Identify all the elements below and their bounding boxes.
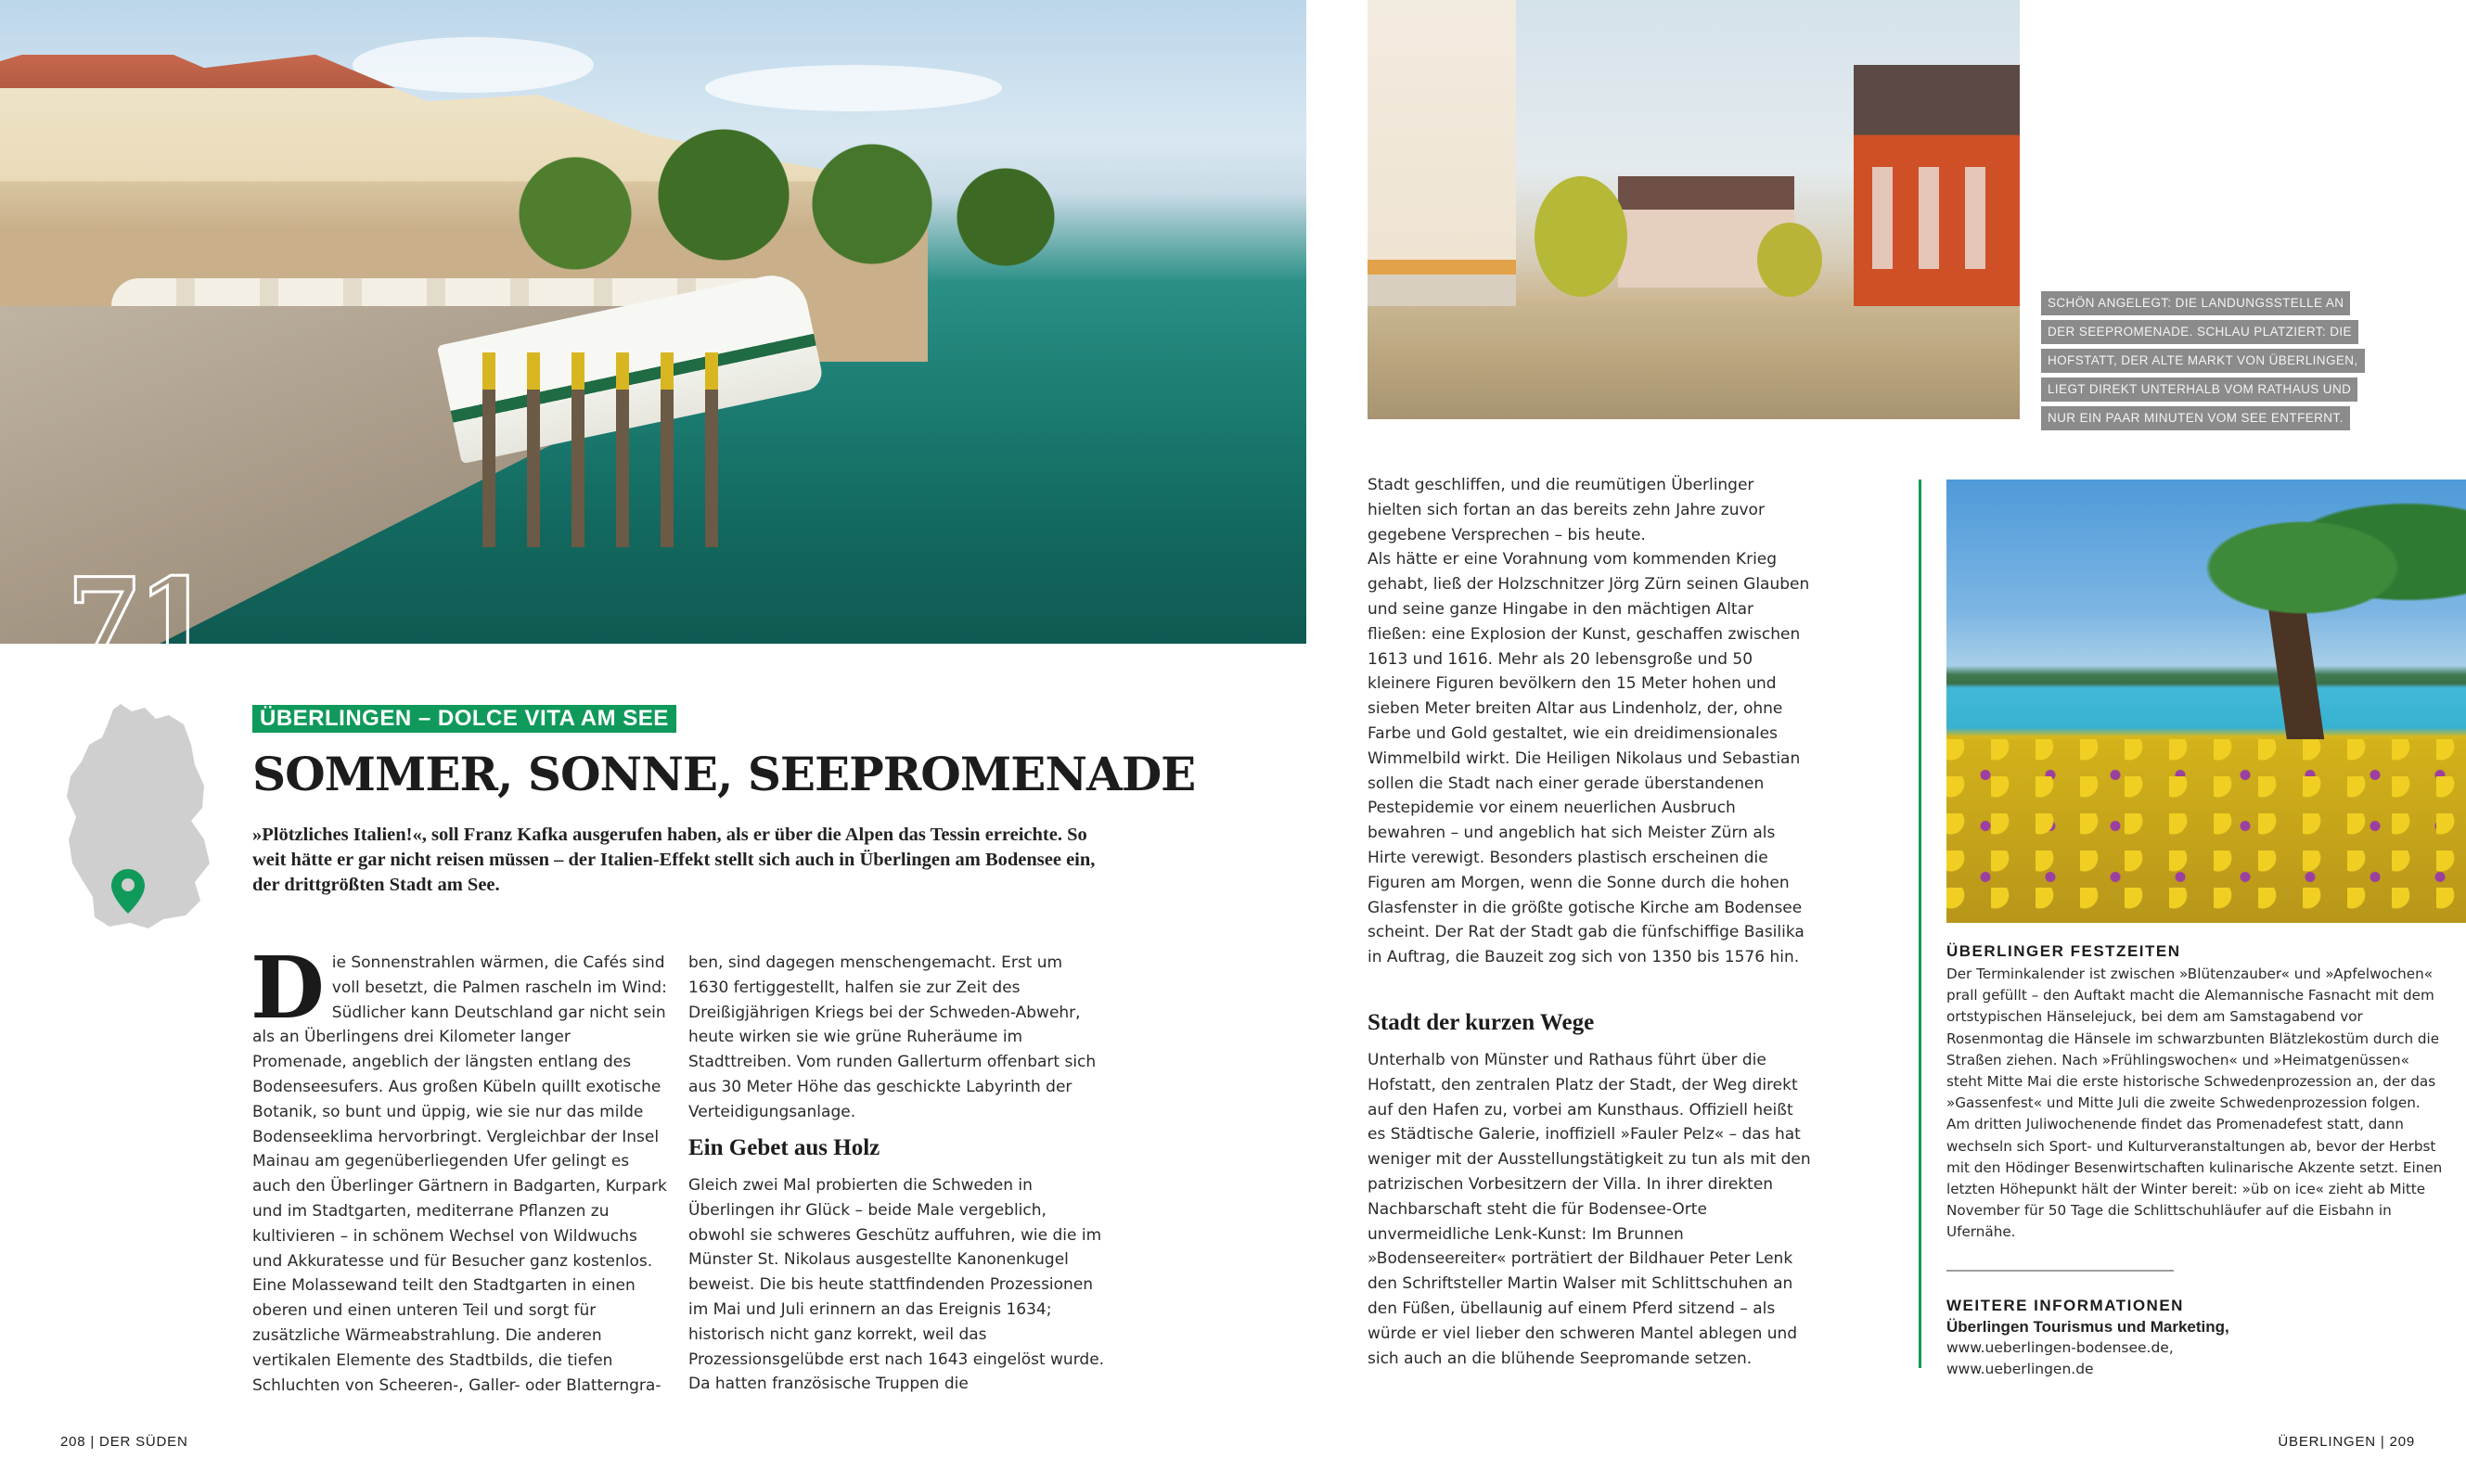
cloud [353, 37, 594, 93]
body-text: ie Sonnenstrahlen wärmen, die Cafés sind voll besetzt, die Palmen rascheln im Wind: Südlicher kann Deutschland gar nicht sein als an Überlingens drei Kilometer langer Promenade, angeblich der längsten entlang des Bodenseesufers. Aus großen Kübeln quillt exotische Botanik, so bunt und üppig, wie sie nur das milde Bodenseeklima hervorbringt. Vergleichbar der Insel Mainau am gegenüberliegenden Ufer gelingt es auch den Überlinger Gärtnern in Badgarten, Kurpark und im Stadtgarten, mediterrane Pflanzen zu kultivieren – in schönem Wechsel von Wildwuchs und Akkuratesse und für Besucher ganz kostenlos. Eine Molassewand teilt den Stadtgarten in einen oberen und einen unteren Teil und sorgt für zusätzliche Wärmeabstrahlung. Die anderen vertikalen Elemente des Stadtbilds, die tiefen Schluchten von Scheeren-, Galler- oder Blatterngra- [252, 953, 667, 1395]
sidebar-rule [1946, 1270, 2174, 1272]
sidebar-divider [1919, 480, 1921, 1368]
sidebar-body: Der Terminkalender ist zwischen »Blütenzauber« und »Apfelwochen« prall gefüllt – den Auftakt macht die Alemannische Fasnacht mit dem ortstypischen Hänselejuck, bei dem am Samstagabend vor Rosenmontag die Hänsele im schwarzbunten Blätzlekostüm durch die Straßen ziehen. Nach »Frühlingswochen« und »Heimatgenüssen« steht Mitte Mai die erste historische Schwedenprozession an, der das »Gassenfest« und Mitte Juli die zweite Schwedenprozession folgen. Am dritten Juliwochenende findet das Promenadefest statt, dann wechseln sich Sport- und Kulturveranstaltungen ab, bevor der Herbst mit den Hödinger Besenwirtschaften kulinarische Akzente setzt. Einen letzten Höhepunkt hält der Winter bereit: »üb on ice« zieht ab Mitte November für 50 Tage die Schlittschuhläufer auf die Eisbahn in Ufernähe. [1946, 966, 2443, 1241]
body-text: Als hätte er eine Vorahnung vom kommenden Krieg gehabt, ließ der Holzschnitzer Jörg Zürn seinen Glauben und seine ganze Hingabe in den mächtigen Altar fließen: eine Explosion der Kunst, geschaffen zwischen 1613 und 1616. Mehr als 20 lebensgroße und 50 kleinere Figuren bevölkern den 15 Meter hohen und sieben Meter breiten Altar aus Lindenholz, der, ohne Farbe und Gold gestaltet, wie ein dreidimensionales Wimmelbild wirkt. Die Heiligen Nikolaus und Sebastian sollen die Stadt nach einer gerade überstandenen Pestepidemie vor einem neuerlichen Ausbruch bewahren – und angeblich hat sich Meister Zürn als Hirte verewigt. Besonders plastisch erscheinen die Figuren am Morgen, wenn die Sonne durch die hohen Glasfenster in die größte gotische Kirche am Bodensee scheint. Der Rat der Stadt gab die fünfschiffige Basilika in Auftrag, die Bauzeit zog sich von 1350 bis 1576 hin. [1368, 550, 1810, 967]
body-column-1 [250, 938, 670, 1398]
mooring-post-caps [482, 352, 724, 390]
info-sidebar [1946, 941, 2447, 1380]
website-link[interactable]: www.ueberlingen-bodensee.de, [1946, 1338, 2174, 1356]
sidebar-title: ÜBERLINGER FESTZEITEN [1946, 942, 2181, 960]
page-footer-left: 208 | DER SÜDEN [60, 1434, 188, 1450]
caption-line: SCHÖN ANGELEGT: DIE LANDUNGSSTELLE AN [2041, 291, 2350, 315]
body-column-2 [688, 951, 1106, 1125]
palm-leaves [2169, 489, 2466, 646]
caption-line: DER SEEPROMENADE. SCHLAU PLATZIERT: DIE [2041, 320, 2358, 344]
caption-line: NUR EIN PAAR MINUTEN VOM SEE ENTFERNT. [2041, 406, 2350, 430]
germany-map-icon [56, 700, 213, 932]
dropcap: D [250, 938, 325, 1038]
body-text: ben, sind dagegen menschengemacht. Erst um 1630 fertiggestellt, halfen sie zur Zeit des Dreißigjährigen Kriegs bei der Schweden-Abwehr, heute wirken sie wie grüne Ruheräume im Stadttreiben. Vom runden Gallerturm offenbart sich aus 30 Meter Höhe das geschickte Labyrinth der Verteidigungsanlage. [688, 953, 1097, 1121]
harbour-promenade-photo [0, 0, 1306, 644]
cobblestone-square [1368, 306, 2020, 419]
tree [1757, 223, 1822, 297]
website-link[interactable]: www.ueberlingen.de [1946, 1360, 2094, 1377]
caption-line: HOFSTATT, DER ALTE MARKT VON ÜBERLINGEN, [2041, 349, 2365, 373]
info-title: WEITERE INFORMATIONEN [1946, 1296, 2184, 1314]
tree [1535, 176, 1627, 297]
info-organization: Überlingen Tourismus und Marketing, [1946, 1317, 2229, 1336]
chapter-number: 71 [67, 554, 209, 683]
body-column-2b [688, 1173, 1106, 1397]
body-text: Unterhalb von Münster und Rathaus führt über die Hofstatt, den zentralen Platz der Stadt, der Weg direkt auf den Hafen zu, vorbei am Kunsthaus. Offiziell heißt es Städtische Galerie, inoffiziell »Fauler Pelz« – das hat weniger mit der Ausstellungstätigkeit zu tun als mit den patrizischen Vorbesitzern der Villa. In ihrer direkten Nachbarschaft steht die für Bodensee-Orte unvermeidliche Lenk-Kunst: Im Brunnen »Bodenseereiter« porträtiert der Bildhauer Peter Lenk den Schriftsteller Martin Walser mit Schlittschuhen an den Füßen, übellaunig auf einem Pferd sitzend – als würde er viel lieber den schweren Mantel ablegen und sich auch an die blühende Seepromande setzen. [1368, 1051, 1811, 1368]
body-text: Stadt geschliffen, und die reumütigen Überlinger hielten sich fortan an das bereits zehn Jahre zuvor gegebene Versprechen – bis heute. [1368, 476, 1765, 544]
red-building [1854, 65, 2020, 315]
caption-line: LIEGT DIREKT UNTERHALB VOM RATHAUS UND [2041, 377, 2357, 402]
flower-bed [1946, 739, 2466, 923]
intro-paragraph: »Plötzliches Italien!«, soll Franz Kafka ausgerufen haben, als er über die Alpen das Tessin erreichte. So weit hätte er gar nicht reisen müssen – der Italien-Effekt stellt sich auch in Überlingen am Bodensee ein, der drittgrößten Stadt am See. [252, 825, 1096, 895]
flower-bed-photo [1946, 480, 2466, 923]
trees [427, 102, 1169, 288]
photo-caption [2041, 291, 2357, 435]
subheading-holz: Ein Gebet aus Holz [688, 1135, 880, 1160]
hofstatt-square-photo [1368, 0, 2020, 419]
page-title: SOMMER, SONNE, SEEPROMENADE [252, 747, 1196, 801]
page-footer-right: ÜBERLINGEN | 209 [2278, 1434, 2415, 1450]
body-column-3b [1368, 1048, 1813, 1371]
body-column-3 [1368, 473, 1813, 970]
subheading-wege: Stadt der kurzen Wege [1368, 1010, 1595, 1035]
body-text: Gleich zwei Mal probierten die Schweden in Überlingen ihr Glück – beide Male vergeblich, obwohl sie schweres Geschütz auffuhren, wie die im Münster St. Nikolaus ausgestellte Kanonenkugel beweist. Die bis heute stattfindenden Prozessionen im Mai und Juli erinnern an das Ereignis 1634; historisch nicht ganz korrekt, weil das Prozessionsgelübde erst nach 1643 eingelöst wurde. Da hatten französische Truppen die [688, 1176, 1105, 1394]
category-label: ÜBERLINGEN – DOLCE VITA AM SEE [252, 705, 676, 733]
